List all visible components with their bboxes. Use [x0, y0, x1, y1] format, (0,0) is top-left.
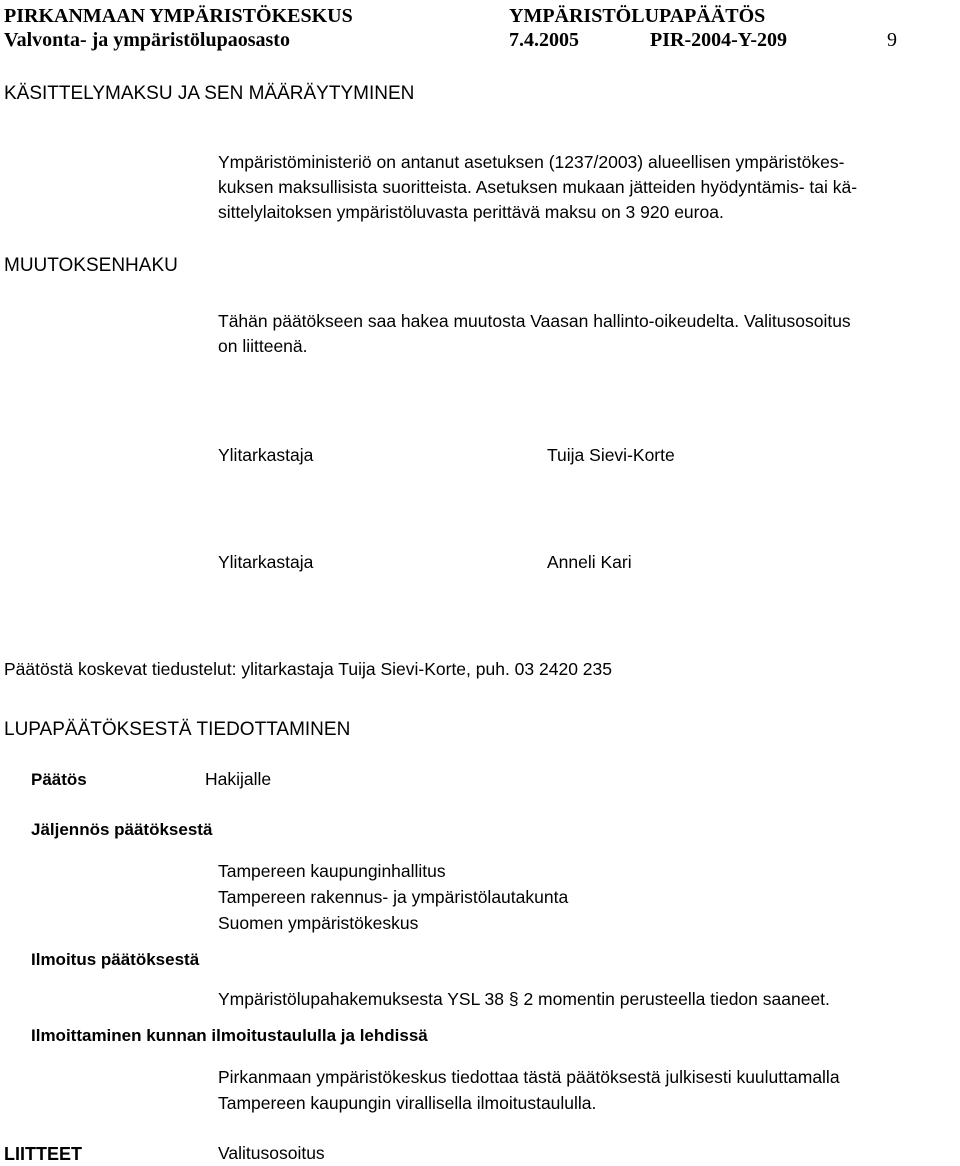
- fee-line: sittelylaitoksen ympäristöluvasta perittävä maksu on 3 920 euroa.: [218, 202, 724, 222]
- decision-label: Päätös: [31, 770, 87, 789]
- fee-line: kuksen maksullisista suoritteista. Asetuksen mukaan jätteiden hyödyntämis- tai kä-: [218, 177, 858, 197]
- fee-section-text: [218, 150, 958, 225]
- signature-name: Tuija Sievi-Korte: [547, 445, 675, 465]
- appeal-line: Tähän päätökseen saa hakea muutosta Vaasan hallinto-oikeudelta. Valitusosoitus: [218, 311, 851, 331]
- signature-name: Anneli Kari: [547, 552, 632, 572]
- board-label: Ilmoittaminen kunnan ilmoitustaululla ja lehdissä: [31, 1026, 428, 1045]
- header-ref: PIR-2004-Y-209: [650, 29, 788, 51]
- appeal-line: on liitteenä.: [218, 336, 308, 356]
- appeal-section-text: [218, 309, 958, 359]
- board-line: Pirkanmaan ympäristökeskus tiedottaa tästä päätöksestä julkisesti kuuluttamalla: [218, 1067, 840, 1087]
- signature-title: Ylitarkastaja: [218, 552, 314, 572]
- header-department: Valvonta- ja ympäristölupaosasto: [4, 29, 290, 51]
- attachment-item: Valitusosoitus: [218, 1143, 325, 1163]
- header-page-number: 9: [887, 29, 897, 51]
- notice-label: Ilmoitus päätöksestä: [31, 950, 200, 969]
- board-line: Tampereen kaupungin virallisella ilmoitustaululla.: [218, 1093, 597, 1113]
- copy-recipient: Tampereen kaupunginhallitus: [218, 861, 446, 881]
- copy-recipient: Tampereen rakennus- ja ympäristölautakunta: [218, 887, 569, 907]
- header-org: PIRKANMAAN YMPÄRISTÖKESKUS: [4, 5, 353, 27]
- fee-section-title: KÄSITTELYMAKSU JA SEN MÄÄRÄYTYMINEN: [4, 83, 415, 104]
- appeal-section-title: MUUTOKSENHAKU: [4, 255, 178, 276]
- inquiries-contact: Päätöstä koskevat tiedustelut: ylitarkastaja Tuija Sievi-Korte, puh. 03 2420 235: [4, 659, 612, 679]
- header-date: 7.4.2005: [509, 29, 579, 51]
- board-text: [218, 1064, 958, 1116]
- attachments-title: LIITTEET: [4, 1144, 82, 1164]
- copy-recipients: [218, 858, 938, 936]
- copy-label: Jäljennös päätöksestä: [31, 820, 213, 839]
- fee-line: Ympäristöministeriö on antanut asetuksen (1237/2003) alueellisen ympäristökes-: [218, 152, 845, 172]
- copy-recipient: Suomen ympäristökeskus: [218, 913, 419, 933]
- decision-value: Hakijalle: [205, 769, 272, 789]
- signature-title: Ylitarkastaja: [218, 445, 314, 465]
- header-doc-type: YMPÄRISTÖLUPAPÄÄTÖS: [509, 5, 766, 27]
- notice-text: Ympäristölupahakemuksesta YSL 38 § 2 momentin perusteella tiedon saaneet.: [218, 989, 830, 1009]
- notification-section-title: LUPAPÄÄTÖKSESTÄ TIEDOTTAMINEN: [4, 719, 351, 740]
